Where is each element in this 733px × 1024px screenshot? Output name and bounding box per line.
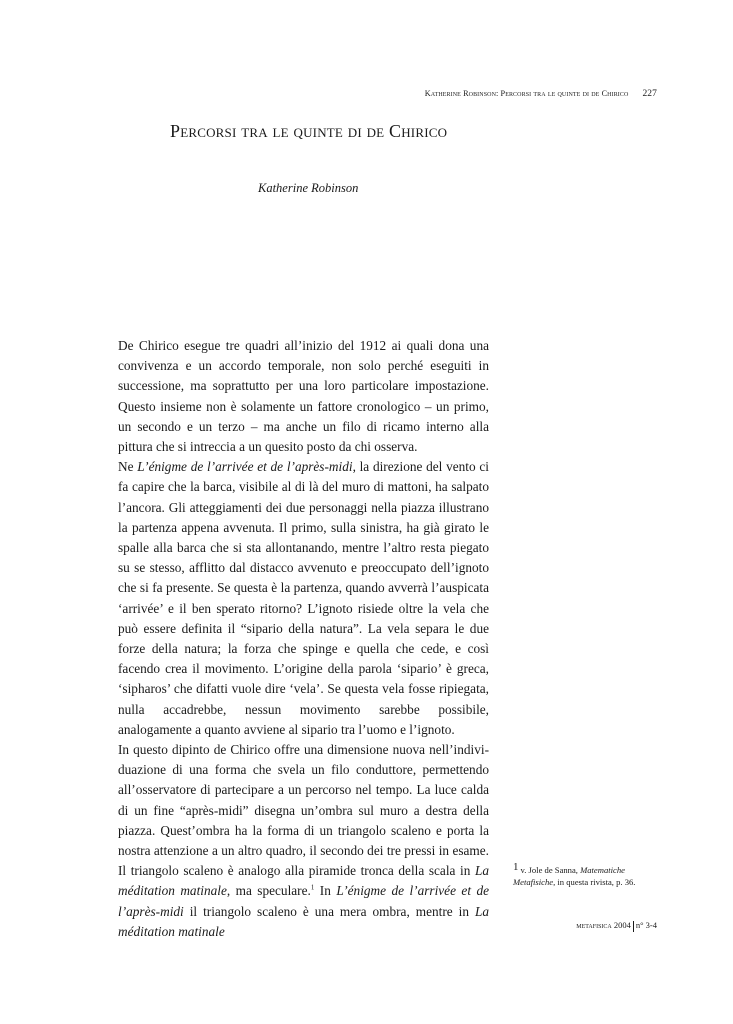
footer-divider [633, 921, 634, 932]
journal-name: metafisica [576, 920, 612, 930]
footnote-reference[interactable]: 1 [310, 884, 315, 893]
p3-artwork-title-3: La méditation matinale [118, 903, 489, 939]
footnote-number: 1 [513, 861, 519, 873]
p3-text-a: In questo dipinto de Chirico offre una dimensione nuova nell’individuazione di una forma che svela un filo conduttore, permettendo all’osservatore di partecipare a un percorso nel tempo. La luce calda di un fine “après-midi” disegna un’ombra sul muro a destra della piazza. Quest’ombra ha la forma di un triangolo scaleno e porta la nostra attenzione a un altro quadro, il secondo dei tre pressi in esame. Il triangolo scaleno è analogo alla piramide tronca della scala in [118, 742, 489, 879]
footnote-text-b: , in questa rivista, p. 36. [553, 876, 636, 887]
journal-issue: n° 3-4 [635, 920, 657, 930]
article-body [118, 336, 489, 942]
paragraph-2 [118, 457, 489, 740]
paragraph-3 [118, 740, 489, 942]
running-title: Katherine Robinson: Percorsi tra le quinte di de Chirico [424, 89, 629, 98]
p3-artwork-title-2: L’énigme de l’arrivée et de l’après-midi [118, 883, 490, 919]
footnote-text-a: v. Jole de Sanna, [520, 865, 581, 875]
paragraph-1: De Chirico esegue tre quadri all’inizio del 1912 ai quali dona una convivenza e un accordo temporale, non solo perché eseguiti in successione, ma soprattutto per una loro particolare impostazione. Questo insieme non è solamente un fattore cronologico – un primo, un secondo e un terzo – ma anche un filo di ricamo interno alla pittura che si intreccia a un quesito posto da chi osserva. [118, 338, 489, 455]
running-head [300, 89, 657, 99]
p3-text-c: In [314, 883, 337, 899]
article-title: Percorsi tra le quinte di de Chirico [170, 121, 448, 141]
article-author: Katherine Robinson [258, 181, 359, 195]
journal-year: 2004 [613, 920, 631, 930]
footnote-cited-title: Matematiche Metafisiche [513, 865, 625, 887]
footnote [513, 861, 643, 888]
page-number: 227 [642, 89, 657, 99]
p3-artwork-title-1: La méditation matinale [118, 863, 489, 899]
p3-text-d: il triangolo scaleno è una mera ombra, mentre in [183, 903, 475, 919]
p2-text-b: , la direzione del vento ci fa capire che la barca, visibile al di là del muro di mattoni, ha salpato l’ancora. Gli atteggiamenti dei due personaggi nella piazza illustrano la partenza appena avvenuta. Il primo, sulla sinistra, ha già girato le spalle alla barca che si sta allontanando, mentre l’altro resta piegato su se stesso, afflitto dal distacco avvenuto e preoccupato dell’ignoto che si fa presente. Se questa è la partenza, quando avverrà l’auspicata ‘arrivée’ e il ben sperato ritorno? L’ignoto risiede oltre la vela che può essere definita il “sipario della natura”. La vela separa le due forze della natura; la forza che spinge e quella che cede, e così facendo crea il movimento. L’origine della parola ‘sipario’ è greca, ‘sipharos’ che difatti vuole dire ‘vela’. Se questa vela fosse ripiegata, nulla accadrebbe, nessun movimento sarebbe possibile, analogamente a quanto avviene al sipario tra l’uomo e l’ignoto. [118, 459, 489, 737]
page-footer [520, 920, 657, 932]
p3-text-b: , ma speculare. [226, 883, 311, 899]
p2-artwork-title: L’énigme de l’arrivée et de l’après-midi [137, 459, 353, 475]
p2-text-a: Ne [118, 459, 138, 475]
